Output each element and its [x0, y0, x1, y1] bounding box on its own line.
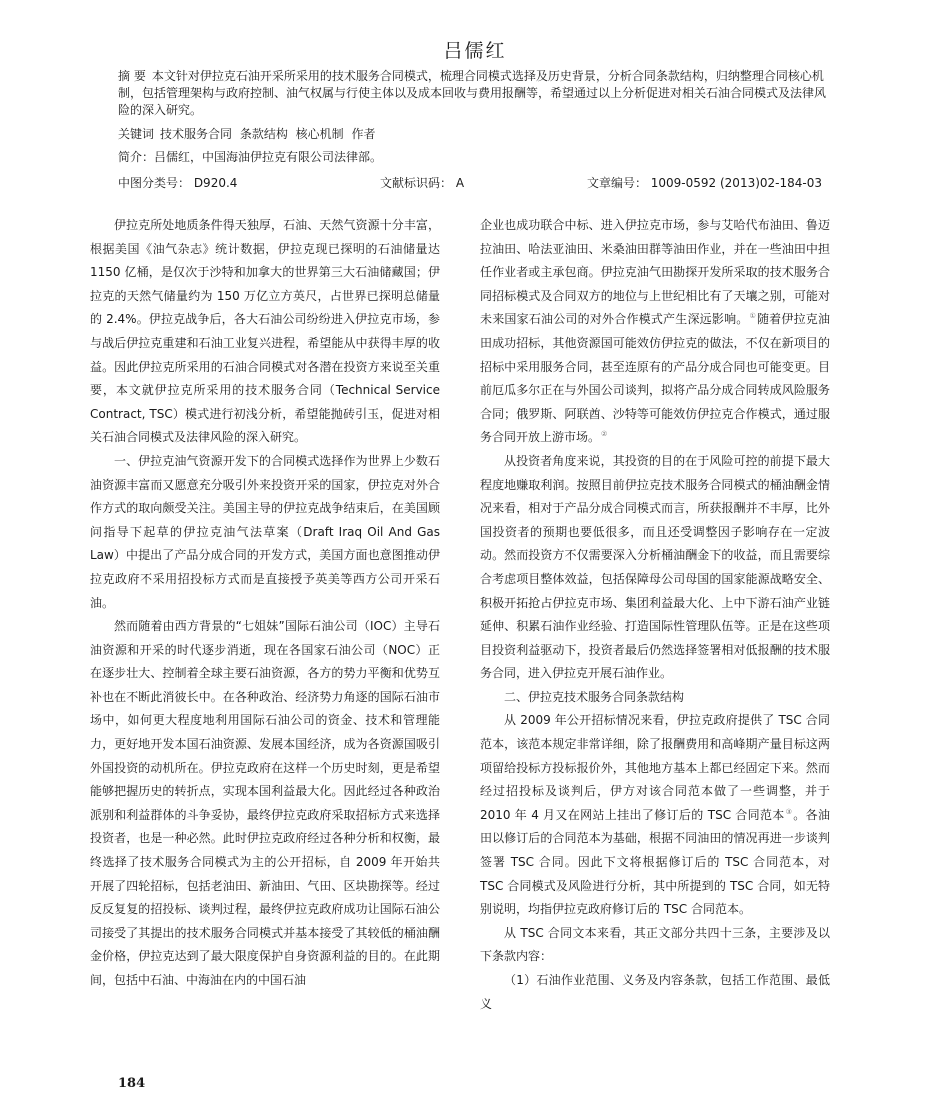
author-bio: 简介：吕儒红，中国海油伊拉克有限公司法律部。 — [118, 150, 383, 164]
article-meta — [118, 174, 830, 192]
body-column-left — [90, 214, 440, 993]
footnote-ref: ② — [601, 430, 608, 439]
paragraph — [480, 214, 830, 450]
footnote-ref: ① — [749, 312, 756, 321]
paragraph — [480, 709, 830, 921]
classification-number: 中图分类号： D920.4 — [118, 176, 238, 190]
article-number: 文章编号： 1009-0592 (2013)02-184-03 — [586, 176, 822, 190]
abstract-label: 摘 要 — [118, 69, 146, 83]
page-number: 184 — [118, 1076, 146, 1091]
paragraph: 从 TSC 合同文本来看，其正文部分共四十三条，主要涉及以下条款内容： — [480, 925, 830, 964]
paragraph: 然而随着由西方背景的“七姐妹”国际石油公司（IOC）主导石油资源和开采的时代逐步消逝，现在各国家石油公司（NOC）正在逐步壮大、控制着全球主要石油资源，各方的势力平衡和优势互补也在不断此消彼长中。在各种政治、经济势力角逐的国际石油市场中，如何更大程度地利用国际石油公司的资金、技术和管理能力，更好地开发本国石油资源、发展本国经济，成为各资源国吸引外国投资的动机所在。伊拉克政府在这样一个历史时刻，更是希望能够把握历史的转折点，实现本国利益最大化。因此经过各种政治派别和利益群体的斗争妥协，最终伊拉克政府采取招标方式来选择投资者，也是一种必然。此时伊拉克政府经过各种分析和权衡，最终选择了技术服务合同模式为主的公开招标，自 2009 年开始共开展了四轮招标，包括老油田、新油田、气田、区块勘探等。经过反反复复的招投标、谈判过程，最终伊拉克政府成功让国际石油公司接受了其提出的技术服务合同模式并基本接受了其较低的桶油酬金价格，伊拉克达到了最大限度保护自身资源利益的目的。在此期间，包括中石油、中海油在内的中国石油 — [90, 619, 440, 987]
paragraph: 伊拉克所处地质条件得天独厚，石油、天然气资源十分丰富，根据美国《油气杂志》统计数据，伊拉克现已探明的石油储量达 1150 亿桶，是仅次于沙特和加拿大的世界第三大石油储藏国；伊拉克的天然气储量约为 150 万亿立方英尺，占世界已探明总储量的 2.4%。伊拉克战争后，各大石油公司纷纷进入伊拉克市场，参与战后伊拉克重建和石油工业复兴进程，希望能从中获得丰厚的收益。因此伊拉克所采用的石油合同模式对各潜在投资方来说至关重要，本文就伊拉克所采用的技术服务合同（Technical Service Contract, TSC）模式进行初浅分析，希望能抛砖引玉，促进对相关石油合同模式及法律风险的深入研究。 — [90, 218, 440, 445]
paragraph: 从投资者角度来说，其投资的目的在于风险可控的前提下最大程度地赚取利润。按照目前伊拉克技术服务合同模式的桶油酬金情况来看，相对于产品分成合同模式而言，所获报酬并不丰厚，比外国投资者的预期也要低很多，而且还受调整因子影响存在一定波动。然而投资方不仅需要深入分析桶油酬金下的收益，而且需要综合考虑项目整体效益，包括保障母公司母国的国家能源战略安全、积极开拓抢占伊拉克市场、集团利益最大化、上中下游石油产业链延伸、积累石油作业经验、打造国际性管理队伍等。正是在这些项目投资利益驱动下，投资者最后仍然选择签署相对低报酬的技术服务合同，进入伊拉克开展石油作业。 — [480, 453, 830, 681]
keywords — [118, 126, 830, 143]
paragraph-text: 。各油田以修订后的合同范本为基础，根据不同油田的情况再进一步谈判签署 TSC 合同。因此下文将根据修订后的 TSC 合同范本，对 TSC 合同模式及风险进行分析，其中所提到的 TSC 合同，如无特别说明，均指伊拉克政府修订后的 TSC 合同范本。 — [480, 807, 830, 917]
section-heading: 二、伊拉克技术服务合同条款结构 — [504, 689, 685, 704]
section-heading-paragraph: 一、伊拉克油气资源开发下的合同模式选择作为世界上少数石油资源丰富而又愿意充分吸引外来投资开采的国家，伊拉克对外合作方式的取向颇受关注。美国主导的伊拉克战争结束后，在美国顾问指导下起草的伊拉克油气法草案（Draft Iraq Oil And Gas Law）中提出了产品分成合同的开发方式，美国方面也意图推动伊拉克政府不采用招投标方式而是直接授予英美等西方公司开采石油。 — [90, 453, 440, 610]
footnote-ref: ③ — [785, 807, 793, 816]
paragraph-text: 企业也成功联合中标、进入伊拉克市场，参与艾哈代布油田、鲁迈拉油田、哈法亚油田、米桑油田群等油田作业，并在一些油田中担任作业者或主承包商。伊拉克油气田勘探开发所采取的技术服务合同招标模式及合同双方的地位与上世纪相比有了天壤之别，可能对未来国家石油公司的对外合作模式产生深远影响。 — [480, 218, 830, 327]
body-column-right — [480, 214, 830, 1016]
list-item: （1）石油作业范围、义务及内容条款，包括工作范围、最低义 — [480, 973, 830, 1011]
keywords-label: 关键词 — [118, 127, 155, 141]
author-name: 吕儒红 — [443, 40, 507, 62]
abstract-text: 本文针对伊拉克石油开采所采用的技术服务合同模式，梳理合同模式选择及历史背景，分析合同条款结构，归纳整理合同核心机制，包括管理架构与政府控制、油气权属与行使主体以及成本回收与费用报酬等，希望通过以上分析促进对相关石油合同模式及法律风险的深入研究。 — [118, 69, 827, 117]
paragraph-text: 随着伊拉克油田成功招标，其他资源国可能效仿伊拉克的做法，不仅在新项目的招标中采用服务合同，甚至连原有的产品分成合同也可能变更。目前厄瓜多尔正在与外国公司谈判，拟将产品分成合同转成风险服务合同；俄罗斯、阿联酋、沙特等可能效仿伊拉克合作模式，通过服务合同开放上游市场。 — [480, 312, 830, 445]
abstract — [118, 68, 830, 119]
keywords-text: 技术服务合同 条款结构 核心机制 作者 — [160, 127, 376, 141]
document-code: 文献标识码： A — [380, 176, 465, 190]
paragraph-text: 从 2009 年公开招标情况来看，伊拉克政府提供了 TSC 合同范本，该范本规定非常详细，除了报酬费用和高峰期产量目标这两项留给投标方投标报价外，其他地方基本上都已经固定下来。然而经过招投标及谈判后，伊方对该合同范本做了一些调整，并于 2010 年 4 月又在网站上挂出了修订后的 TSC 合同范本 — [480, 713, 830, 822]
